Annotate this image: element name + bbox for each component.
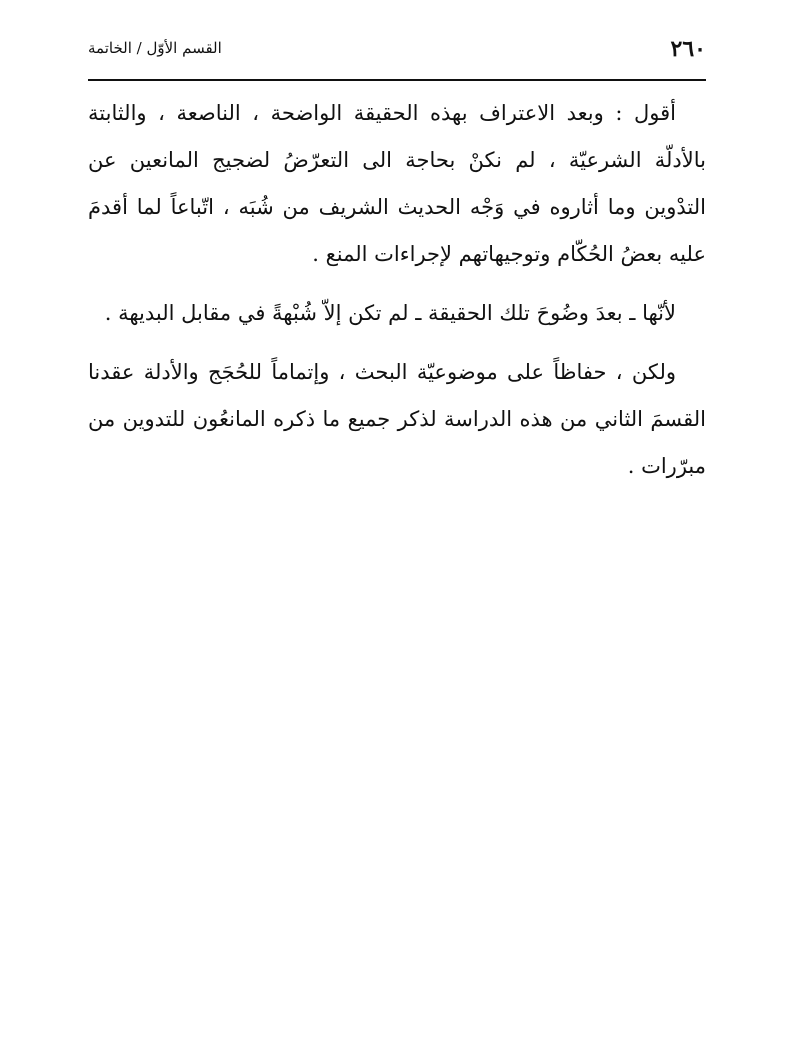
header-divider xyxy=(88,79,706,81)
paragraph-2: لأنّها ـ بعدَ وضُوحَ تلك الحقيقة ـ لم تكن إلاّ شُبْهةً في مقابل البديهة . xyxy=(104,301,676,325)
running-title: القسم الأوّل / الخاتمة xyxy=(88,39,222,57)
page-header xyxy=(88,34,706,64)
paragraph-1: أقول : وبعد الاعتراف بهذه الحقيقة الواضحة ، الناصعة ، والثابتة بالأدلّة الشرعيّة ، لم نكنْ بحاجة الى التعرّضُ لضجيج المانعين عن التدْوين وما أثاروه في وَجْه الحديث الشريف من شُبَه ، اتّباعاً لما أقدمَ عليه بعضُ الحُكّام وتوجيهاتهم لإجراءات المنع . xyxy=(88,101,706,266)
page-number: ٢٦٠ xyxy=(670,36,706,62)
body-text xyxy=(88,90,706,502)
paragraph-3: ولكن ، حفاظاً على موضوعيّة البحث ، وإتماماً للحُجَج والأدلة عقدنا القسمَ الثاني من هذه الدراسة لذكر جميع ما ذكره المانعُون للتدوين من مبرّرات . xyxy=(88,360,706,478)
